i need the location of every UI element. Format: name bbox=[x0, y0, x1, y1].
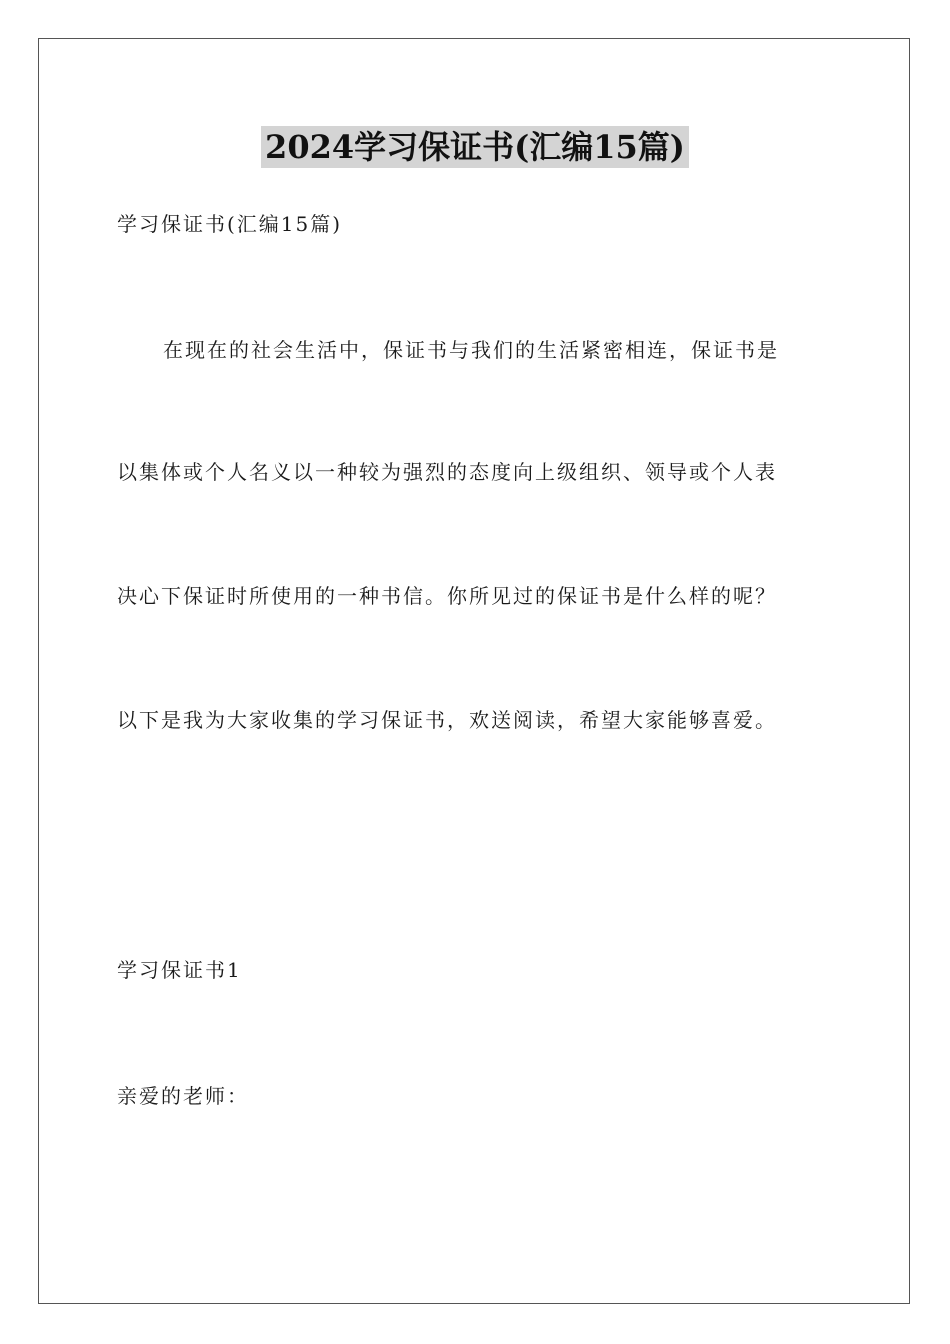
intro-line-3: 决心下保证时所使用的一种书信。你所见过的保证书是什么样的呢？ bbox=[117, 584, 777, 608]
salutation: 亲爱的老师： bbox=[117, 1084, 249, 1108]
title-container bbox=[0, 126, 950, 168]
section-heading: 学习保证书1 bbox=[117, 958, 242, 982]
document-title: 2024学习保证书(汇编15篇) bbox=[261, 126, 689, 168]
intro-line-2: 以集体或个人名义以一种较为强烈的态度向上级组织、领导或个人表 bbox=[117, 460, 777, 484]
intro-line-4: 以下是我为大家收集的学习保证书，欢送阅读，希望大家能够喜爱。 bbox=[117, 708, 777, 732]
document-subtitle: 学习保证书(汇编15篇) bbox=[117, 212, 343, 236]
intro-line-1: 在现在的社会生活中，保证书与我们的生活紧密相连，保证书是 bbox=[163, 338, 779, 362]
